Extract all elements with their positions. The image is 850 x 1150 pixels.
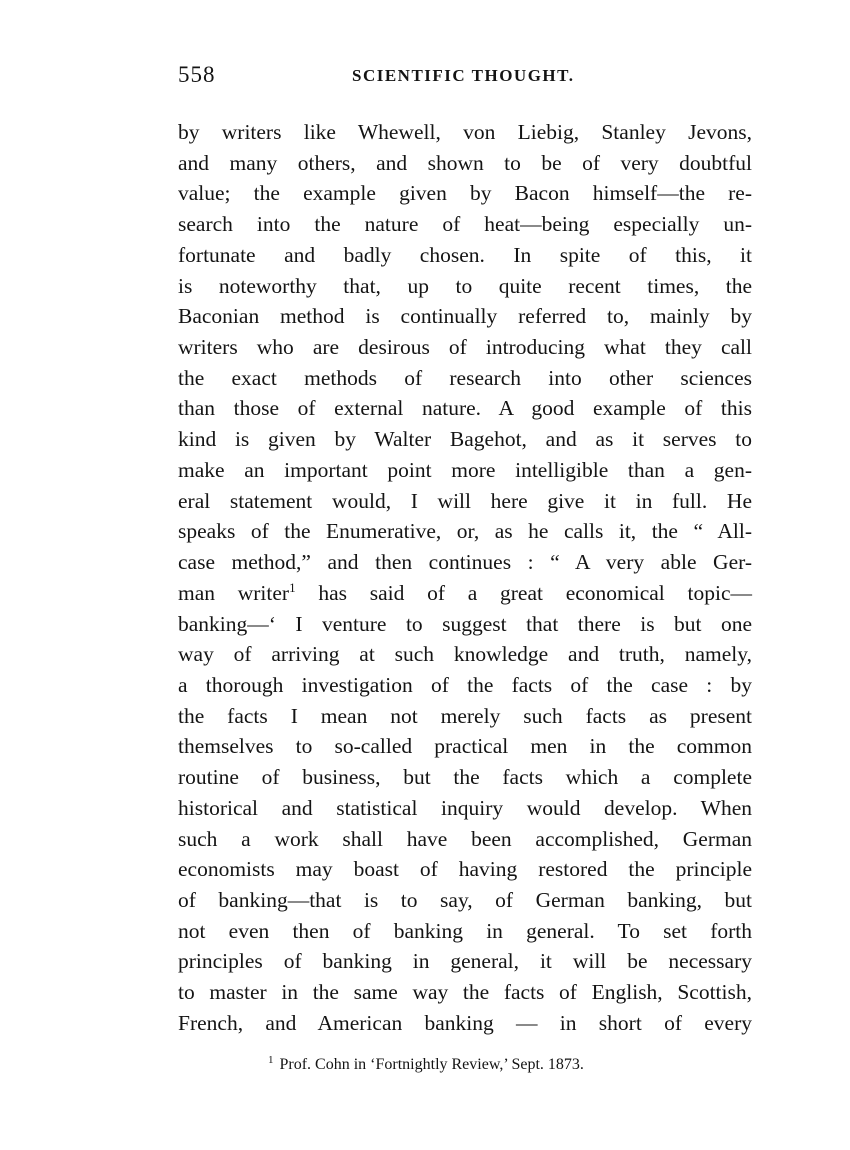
text-line: make an important point more intelligible than a gen- <box>178 457 752 482</box>
text-line: principles of banking in general, it will be necessary <box>178 949 752 974</box>
text-line: not even then of banking in general. To set forth <box>178 918 752 943</box>
text-line: the facts I mean not merely such facts as present <box>178 703 752 728</box>
page-header <box>178 62 752 92</box>
body-text <box>178 117 752 1039</box>
text-line: themselves to so-called practical men in the common <box>178 734 752 759</box>
text-line: economists may boast of having restored the principle <box>178 857 752 882</box>
text-line: writers who are desirous of introducing what they call <box>178 335 752 360</box>
text-line: speaks of the Enumerative, or, as he calls it, the “ All- <box>178 519 752 544</box>
text-segment: has said of a great economical topic— <box>295 580 753 605</box>
running-title: SCIENTIFIC THOUGHT. <box>352 66 575 85</box>
text-line: a thorough investigation of the facts of the case : by <box>178 672 752 697</box>
text-segment: man writer <box>178 580 290 605</box>
text-line: such a work shall have been accomplished, German <box>178 826 752 851</box>
text-line: of banking—that is to say, of German banking, but <box>178 887 752 912</box>
text-line: is noteworthy that, up to quite recent times, the <box>178 273 752 298</box>
text-line: Baconian method is continually referred to, mainly by <box>178 304 752 329</box>
page-number: 558 <box>178 62 216 87</box>
text-line: routine of business, but the facts which a complete <box>178 765 752 790</box>
text-line: banking—‘ I venture to suggest that there is but one <box>178 611 752 636</box>
text-line: historical and statistical inquiry would develop. When <box>178 795 752 820</box>
text-line-with-footnote-ref <box>178 578 752 609</box>
text-line: eral statement would, I will here give it in full. He <box>178 488 752 513</box>
text-line: and many others, and shown to be of very doubtful <box>178 150 752 175</box>
text-line: search into the nature of heat—being especially un- <box>178 212 752 237</box>
text-line: fortunate and badly chosen. In spite of this, it <box>178 242 752 267</box>
text-line: value; the example given by Bacon himself—the re- <box>178 181 752 206</box>
text-line: way of arriving at such knowledge and truth, namely, <box>178 642 752 667</box>
text-line: case method,” and then continues : “ A very able Ger- <box>178 550 752 575</box>
footnote-text: Prof. Cohn in ‘Fortnightly Review,’ Sept. 1873. <box>279 1056 584 1073</box>
text-line: kind is given by Walter Bagehot, and as it serves to <box>178 427 752 452</box>
footnote-reference: 1 <box>289 579 296 595</box>
text-line: than those of external nature. A good example of this <box>178 396 752 421</box>
text-line: French, and American banking — in short of every <box>178 1010 752 1035</box>
footnote-number: 1 <box>268 1053 274 1066</box>
text-line: by writers like Whewell, von Liebig, Stanley Jevons, <box>178 120 752 144</box>
text-line: to master in the same way the facts of English, Scottish, <box>178 980 752 1005</box>
text-line: the exact methods of research into other sciences <box>178 365 752 390</box>
footnote <box>268 1053 584 1074</box>
